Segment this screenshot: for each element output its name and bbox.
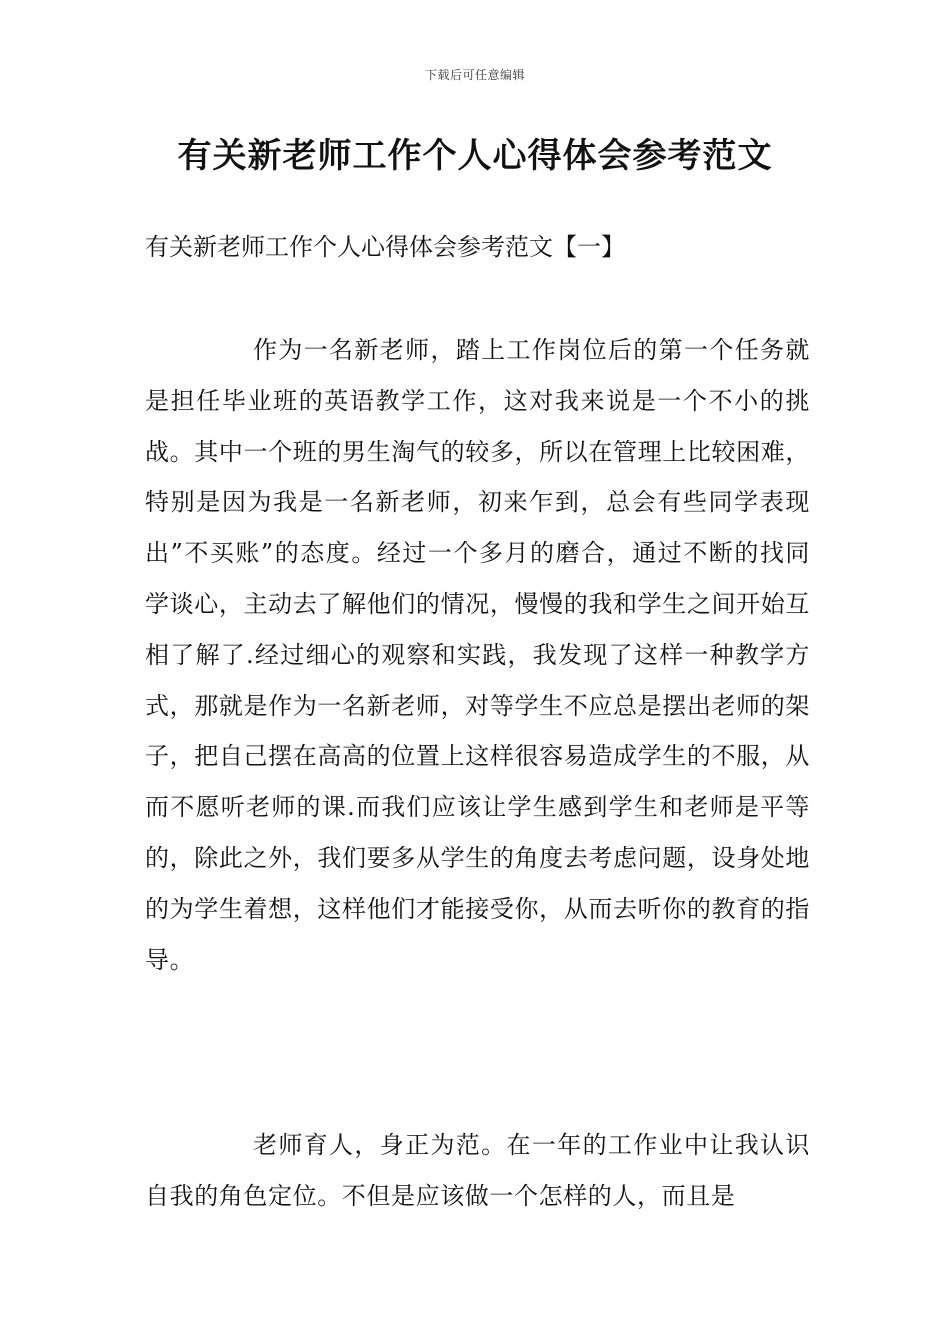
body-paragraph-1: 作为一名新老师，踏上工作岗位后的第一个任务就是担任毕业班的英语教学工作，这对我来说是一个不小的挑战。其中一个班的男生淘气的较多，所以在管理上比较困难，特别是因为我是一名新老师，初来乍到，总会有些同学表现出”不买账”的态度。经过一个多月的磨合，通过不断的找同学谈心，主动去了解他们的情况，慢慢的我和学生之间开始互相了解了.经过细心的观察和实践，我发现了这样一种教学方式，那就是作为一名新老师，对等学生不应总是摆出老师的架子，把自己摆在高高的位置上这样很容易造成学生的不服，从而不愿听老师的课.而我们应该让学生感到学生和老师是平等的，除此之外，我们要多从学生的角度去考虑问题，设身处地的为学生着想，这样他们才能接受你，从而去听你的教育的指导。: [145, 336, 810, 974]
section-heading: 有关新老师工作个人心得体会参考范文【一】: [145, 233, 625, 261]
body-paragraph-2: 老师育人，身正为范。在一年的工作业中让我认识自我的角色定位。不但是应该做一个怎样的人，而且是: [145, 1131, 810, 1210]
header-note: 下载后可任意编辑: [424, 68, 525, 82]
document-title: 有关新老师工作个人心得体会参考范文: [177, 136, 773, 176]
